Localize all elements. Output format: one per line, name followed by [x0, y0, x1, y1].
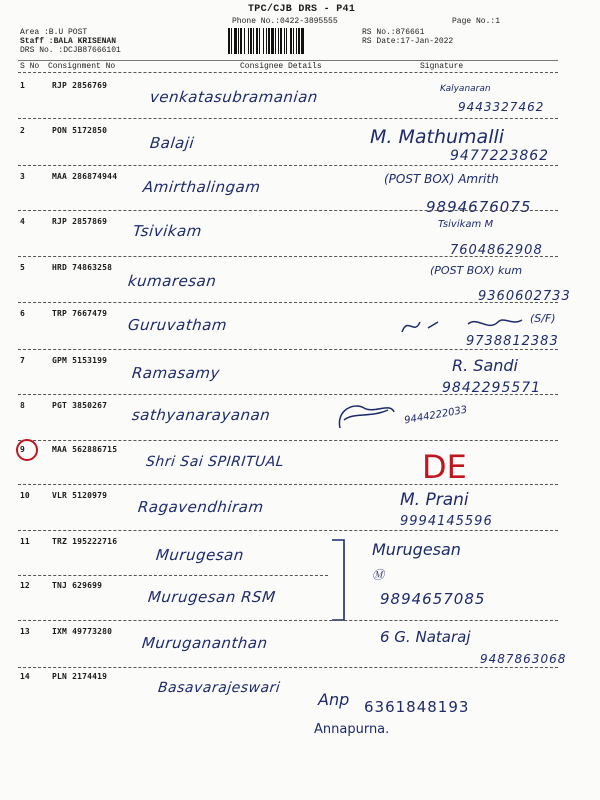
- row-consignee-name: Balaji: [149, 134, 196, 152]
- row-consignment-no: MAA 286874944: [52, 172, 118, 181]
- row-consignee-name: Murugananthan: [141, 634, 269, 652]
- row-consignment-no: TRZ 195222716: [52, 537, 118, 546]
- row-sno: 1: [20, 81, 25, 90]
- row-sno: 3: [20, 172, 25, 181]
- row-sno: 5: [20, 263, 25, 272]
- row-divider: [18, 165, 558, 166]
- row-divider: [18, 349, 558, 350]
- row-consignment-no: IXM 49773280: [52, 627, 113, 636]
- col-consignee: Consignee Details: [240, 62, 322, 71]
- row-consignment-no: MAA 562886715: [52, 445, 118, 454]
- row-divider: [18, 575, 328, 576]
- page-number: Page No.:1: [452, 17, 501, 26]
- row-consignee-name: Basavarajeswari: [157, 680, 282, 696]
- row-consignment-no: RJP 2857869: [52, 217, 108, 226]
- row-sno: 10: [20, 491, 30, 500]
- row-phone: 9487863068: [480, 652, 567, 666]
- row-consignment-no: PLN 2174419: [52, 672, 108, 681]
- col-consignment: Consignment No: [48, 62, 116, 71]
- row-signature: Murugesan: [372, 540, 461, 559]
- header-rule: [18, 60, 558, 61]
- header-rule-bottom: [18, 72, 558, 73]
- row-signature: Kalyanaran: [440, 84, 491, 94]
- row-divider: [18, 394, 558, 395]
- row-consignee-name: Ramasamy: [131, 364, 221, 382]
- row-consignment-no: RJP 2856769: [52, 81, 108, 90]
- row-phone: 9444222033: [403, 404, 469, 427]
- row-consignment-no: PGT 3850267: [52, 401, 108, 410]
- area-label: Area :B.U POST: [20, 28, 88, 37]
- row-signature: (POST BOX) kum: [430, 264, 523, 277]
- signature-scribble: [334, 398, 398, 434]
- row-phone: 9443327462: [458, 100, 545, 114]
- row-signature: R. Sandi: [452, 356, 518, 375]
- row-divider: [18, 484, 558, 485]
- row-consignee-name: Murugesan RSM: [147, 588, 277, 606]
- row-divider: [18, 440, 558, 441]
- row-sno: 11: [20, 537, 30, 546]
- col-signature: Signature: [420, 62, 464, 71]
- row-phone: 9842295571: [442, 380, 542, 396]
- row-divider: [18, 667, 558, 668]
- row-phone: 9477223862: [450, 148, 550, 164]
- rs-number: RS No.:876661: [362, 28, 425, 37]
- report-title: TPC/CJB DRS - P41: [248, 4, 356, 15]
- row-phone: 9360602733: [478, 289, 571, 304]
- row-consignment-no: VLR 5120979: [52, 491, 108, 500]
- row-phone: 9894657085: [380, 590, 486, 608]
- row-sno: 2: [20, 126, 25, 135]
- row-consignee-name: Amirthalingam: [142, 178, 262, 196]
- drs-number: DRS No. :DCJB87666101: [20, 46, 121, 55]
- row-consignee-name: venkatasubramanian: [149, 88, 319, 106]
- row-consignment-no: HRD 74863258: [52, 263, 113, 272]
- row-signature: Anp: [318, 690, 350, 709]
- staff-label: Staff :BALA KRISENAN: [20, 37, 117, 46]
- row-signature: (POST BOX) Amrith: [384, 172, 499, 186]
- row-divider: [18, 210, 558, 211]
- row-consignment-no: GPM 5153199: [52, 356, 108, 365]
- row-phone: 9738812383: [466, 334, 559, 349]
- row-consignment-no: TNJ 629699: [52, 581, 103, 590]
- barcode-image: [228, 28, 352, 54]
- circled-mark: Ⓜ: [372, 568, 385, 582]
- row-phone: 9894676075: [426, 198, 532, 216]
- row-consignee-name: Guruvatham: [127, 316, 229, 334]
- recipient-note: Annapurna.: [314, 722, 390, 737]
- row-consignee-name: Ragavendhiram: [137, 498, 265, 516]
- bracket-mark: [330, 538, 354, 624]
- row-divider: [18, 620, 558, 621]
- row-signature: Tsivikam M: [438, 219, 494, 230]
- row-phone: 7604862908: [450, 243, 543, 258]
- row-phone: 9994145596: [400, 514, 493, 529]
- row-consignment-no: PON 5172850: [52, 126, 108, 135]
- col-sno: S No: [20, 62, 40, 71]
- row-consignee-name: kumaresan: [127, 272, 218, 290]
- row-divider: [18, 530, 558, 531]
- rs-date: RS Date:17-Jan-2022: [362, 37, 454, 46]
- row-divider: [18, 302, 558, 303]
- row-sno: 4: [20, 217, 25, 226]
- row-sno: 8: [20, 401, 25, 410]
- row-sno: 7: [20, 356, 25, 365]
- row-signature: M. Mathumalli: [370, 126, 505, 148]
- row-sno: 14: [20, 672, 30, 681]
- row-sno: 13: [20, 627, 30, 636]
- row-consignment-no: TRP 7667479: [52, 309, 108, 318]
- row-consignee-name: Shri Sai SPIRITUAL: [145, 454, 285, 470]
- row-sno: 12: [20, 581, 30, 590]
- row-signature: M. Prani: [400, 490, 469, 510]
- row-signature: (S/F): [530, 312, 556, 325]
- row-divider: [18, 118, 558, 119]
- row-consignee-name: sathyanarayanan: [131, 406, 272, 424]
- row-consignee-name: Tsivikam: [132, 222, 203, 240]
- row-divider: [18, 256, 558, 257]
- row-consignee-name: Murugesan: [155, 546, 245, 564]
- row-signature: 6 G. Nataraj: [380, 628, 471, 646]
- row-sno: 9: [20, 445, 25, 454]
- phone-number: Phone No.:0422-3895555: [232, 17, 338, 26]
- row-phone: 6361848193: [364, 698, 470, 716]
- row-signature: DE: [422, 448, 467, 486]
- row-sno: 6: [20, 309, 25, 318]
